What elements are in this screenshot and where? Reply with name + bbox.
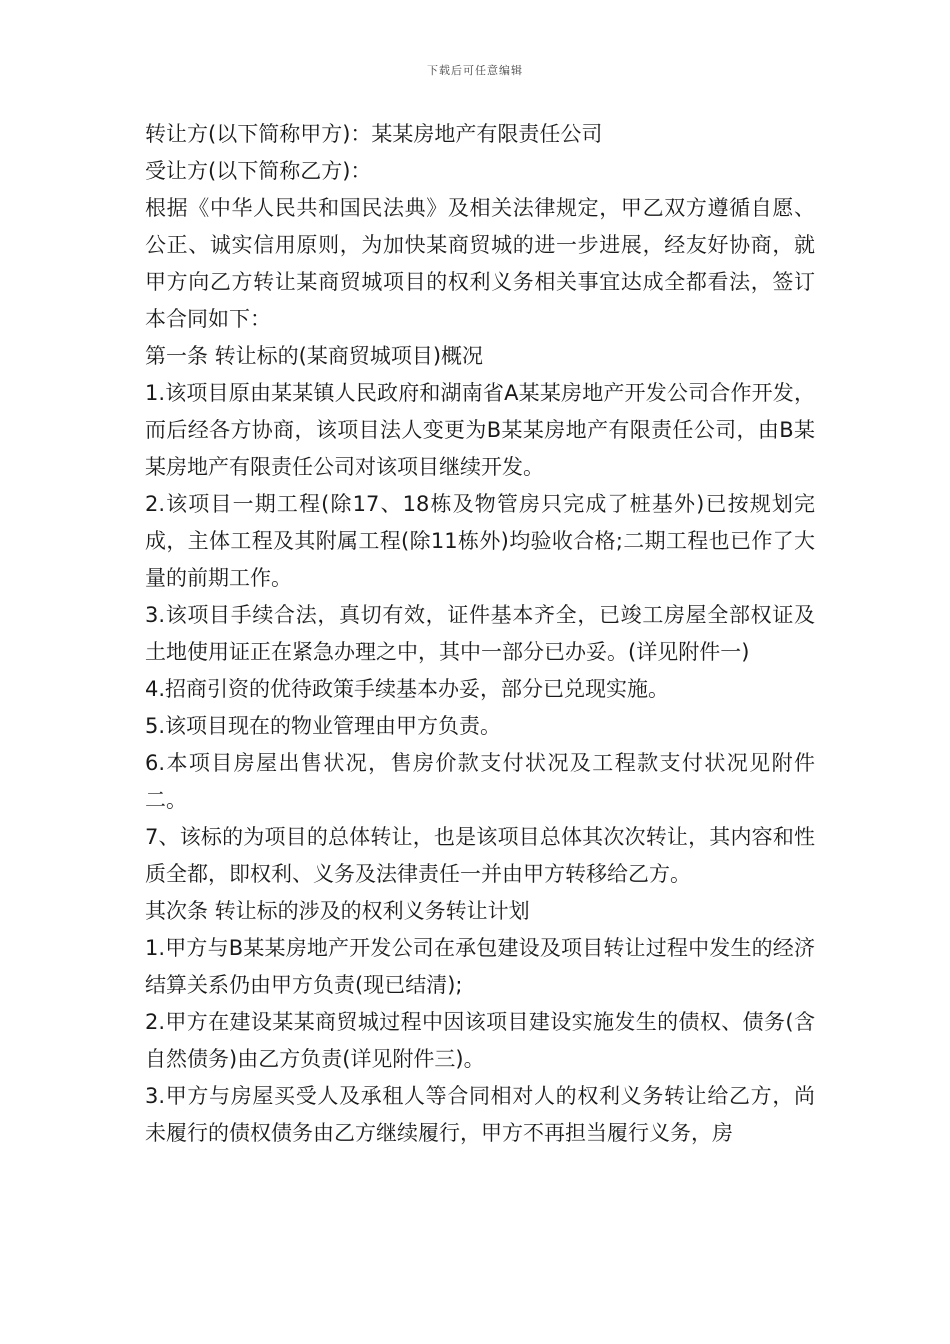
- paragraph-transferor: 转让方(以下简称甲方)：某某房地产有限责任公司: [145, 122, 603, 146]
- article-one-item-5: 5.该项目现在的物业管理由甲方负责。: [145, 714, 502, 738]
- article-two-heading: 其次条 转让标的涉及的权利义务转让计划: [145, 899, 530, 923]
- article-one-item-6: 6.本项目房屋出售状况，售房价款支付状况及工程款支付状况见附件二。: [145, 751, 815, 812]
- article-one-item-7: 7、该标的为项目的总体转让，也是该项目总体其次次转让，其内容和性质全都，即权利、义务及法律责任一并由甲方转移给乙方。: [145, 825, 815, 886]
- article-two-item-3: 3.甲方与房屋买受人及承租人等合同相对人的权利义务转让给乙方，尚未履行的债权债务由乙方继续履行，甲方不再担当履行义务，房: [145, 1084, 815, 1145]
- article-one-heading: 第一条 转让标的(某商贸城项目)概况: [145, 344, 484, 368]
- article-one-item-3: 3.该项目手续合法，真切有效，证件基本齐全，已竣工房屋全部权证及土地使用证正在紧急办理之中，其中一部分已办妥。(详见附件一): [145, 603, 815, 664]
- article-one-item-4: 4.招商引资的优待政策手续基本办妥，部分已兑现实施。: [145, 677, 670, 701]
- article-two-item-2: 2.甲方在建设某某商贸城过程中因该项目建设实施发生的债权、债务(含自然债务)由乙方负责(详见附件三)。: [145, 1010, 815, 1071]
- document-body: [145, 116, 815, 1152]
- header-note: 下载后可任意编辑: [427, 64, 523, 77]
- article-one-item-2: 2.该项目一期工程(除17、18栋及物管房只完成了桩基外)已按规划完成，主体工程及其附属工程(除11栋外)均验收合格;二期工程也已作了大量的前期工作。: [145, 492, 815, 590]
- paragraph-transferee: 受让方(以下简称乙方)：: [145, 159, 372, 183]
- article-one-item-1: 1.该项目原由某某镇人民政府和湖南省A某某房地产开发公司合作开发，而后经各方协商，该项目法人变更为B某某房地产有限责任公司，由B某某房地产有限责任公司对该项目继续开发。: [145, 381, 815, 479]
- article-two-item-1: 1.甲方与B某某房地产开发公司在承包建设及项目转让过程中发生的经济结算关系仍由甲方负责(现已结清);: [145, 936, 815, 997]
- paragraph-preamble: 根据《中华人民共和国民法典》及相关法律规定，甲乙双方遵循自愿、公正、诚实信用原则，为加快某商贸城的进一步进展，经友好协商，就甲方向乙方转让某商贸城项目的权利义务相关事宜达成全都看法，签订本合同如下：: [145, 196, 815, 331]
